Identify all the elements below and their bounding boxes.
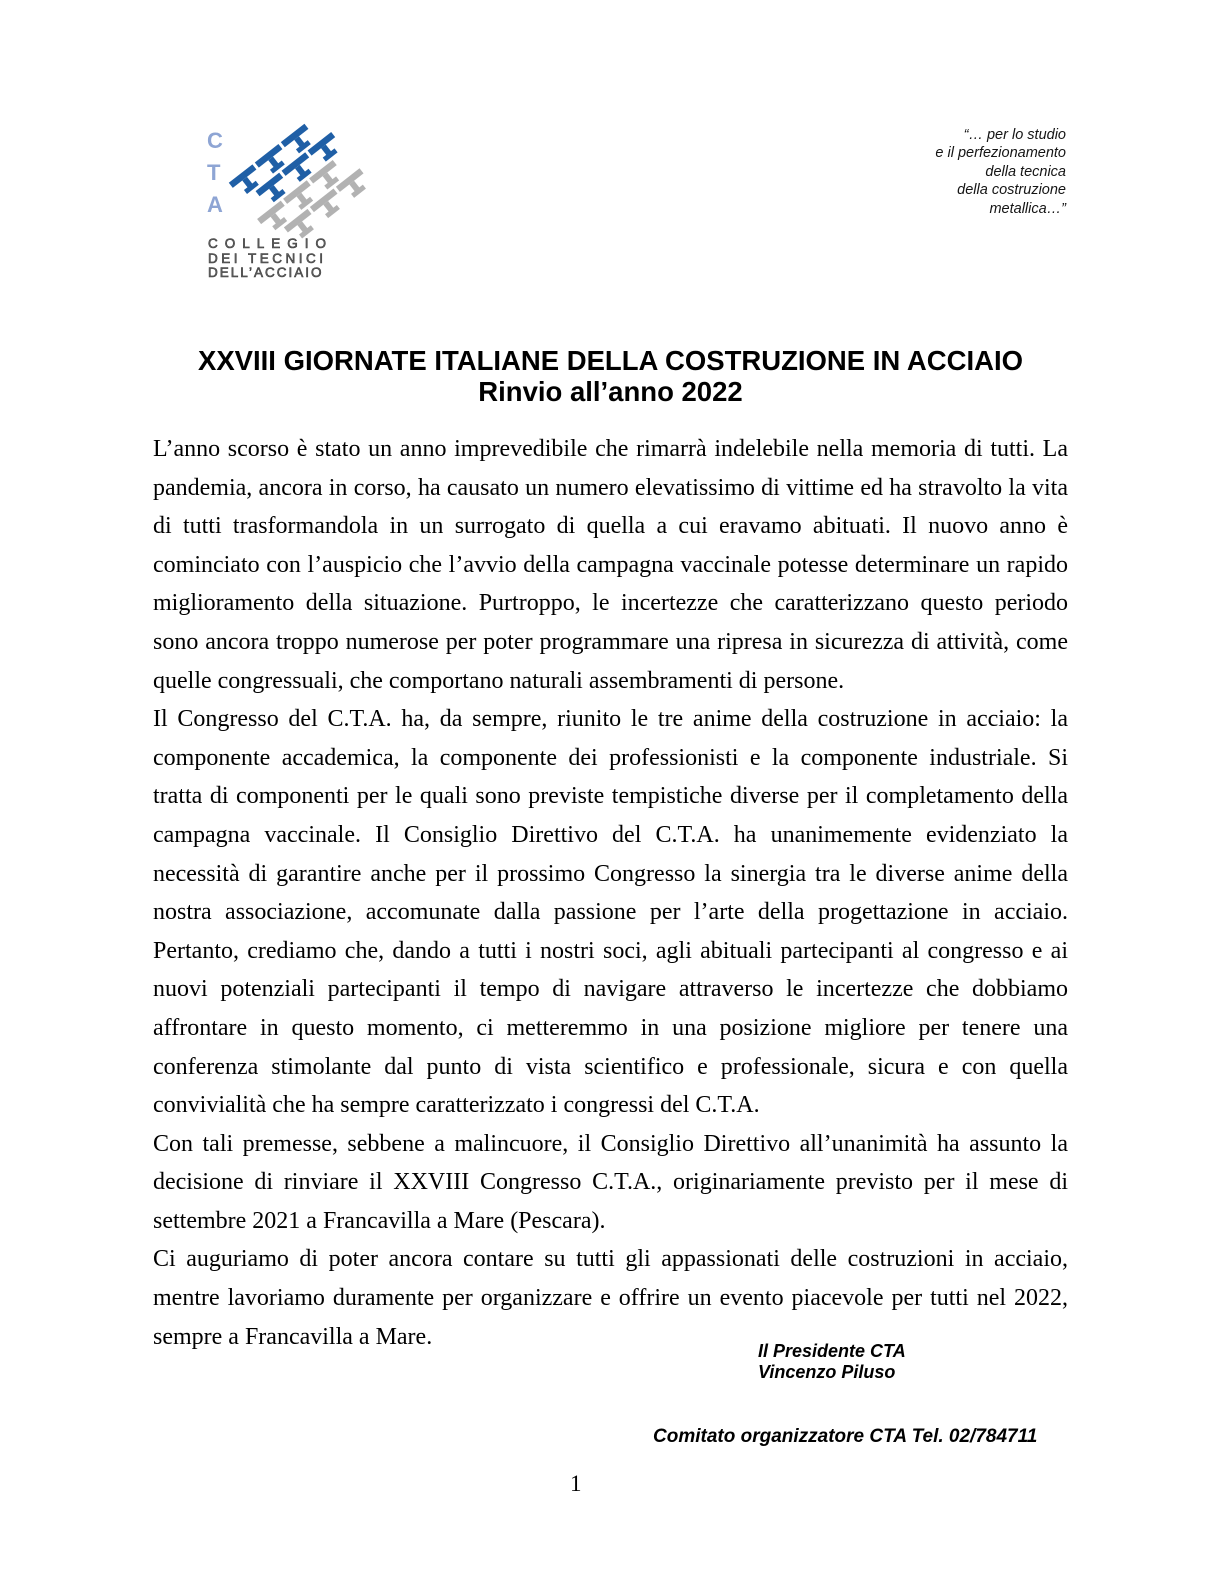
title-line-1: XXVIII GIORNATE ITALIANE DELLA COSTRUZIONE IN ACCIAIO [197,345,1023,376]
paragraph: Con tali premesse, sebbene a malincuore, il Consiglio Direttivo all’unanimità ha assunto la decisione di rinviare il XXVIII Congresso C.T.A., originariamente previsto per il mese di settembre 2021 a Francavilla a Mare (Pescara). [153,1130,1068,1234]
motto-line: della costruzione [957,182,1066,199]
logo-org-line: DELL’ACCIAIO [208,265,324,280]
steel-beams-icon [225,118,375,248]
motto-line: e il perfezionamento [935,145,1066,162]
paragraph: L’anno scorso è stato un anno imprevedibile che rimarrà indelebile nella memoria di tutti. La pandemia, ancora in corso, ha causato un numero elevatissimo di vittime ed ha stravolto la vita di tutti trasformandola in un surrogato di quella a cui eravamo abituati. Il nuovo anno è cominciato con l’auspicio che l’avvio della campagna vaccinale potesse determinare un rapido miglioramento della situazione. Purtroppo, le incertezze che caratterizzano questo periodo sono ancora troppo numerose per poter programmare una ripresa in sicurezza di attività, come quelle congressuali, che comportano naturali assembramenti di persone. [153,436,1068,694]
motto-line: metallica…” [989,200,1066,217]
committee-line: Comitato organizzatore CTA Tel. 02/784711 [653,1426,1038,1447]
paragraph: Il Congresso del C.T.A. ha, da sempre, riunito le tre anime della costruzione in acciaio: la componente accademica, la componente dei professionisti e la componente industriale. Si tratta di componenti per le quali sono previste tempistiche diverse per il completamento della campagna vaccinale. Il Consiglio Direttivo del C.T.A. ha unanimemente evidenziato la necessità di garantire anche per il prossimo Congresso la sinergia tra le diverse anime della nostra associazione, accomunate dalla passione per l’arte della progettazione in acciaio. Pertanto, crediamo che, dando a tutti i nostri soci, agli abituali partecipanti al congresso e ai nuovi potenziali partecipanti il tempo di navigare attraverso le incertezze che dobbiamo affrontare in questo momento, ci metteremmo in una posizione migliore per tenere una conferenza stimolante dal punto di vista scientifico e professionale, sicura e con quella convivialità che ha sempre caratterizzato i congressi del C.T.A. [153,706,1068,1119]
logo-org-name [208,237,333,281]
signature-block [758,1341,906,1382]
logo-letter-a: A [207,192,223,217]
body [153,430,1068,1356]
page-number: 1 [570,1471,582,1496]
signature-role: Il Presidente CTA [758,1341,906,1361]
title-line-2: Rinvio all’anno 2022 [478,376,743,407]
logo-letter-t: T [207,160,221,185]
logo-letter-c: C [207,128,223,153]
logo-org-line: COLLEGIO [208,236,334,251]
logo-org-line: DEI TECNICI [208,250,327,266]
doc-title [0,345,1221,407]
paragraph: Ci auguriamo di poter ancora contare su tutti gli appassionati delle costruzioni in acciaio, mentre lavoriamo duramente per organizzare e offrire un evento piacevole per tutti nel 2022, sempre a Francavilla a Mare. [153,1246,1068,1350]
motto [935,126,1066,218]
motto-line: “… per lo studio [963,127,1066,143]
signature-name: Vincenzo Piluso [758,1361,896,1382]
motto-line: della tecnica [985,163,1066,180]
cta-letters [207,125,223,221]
